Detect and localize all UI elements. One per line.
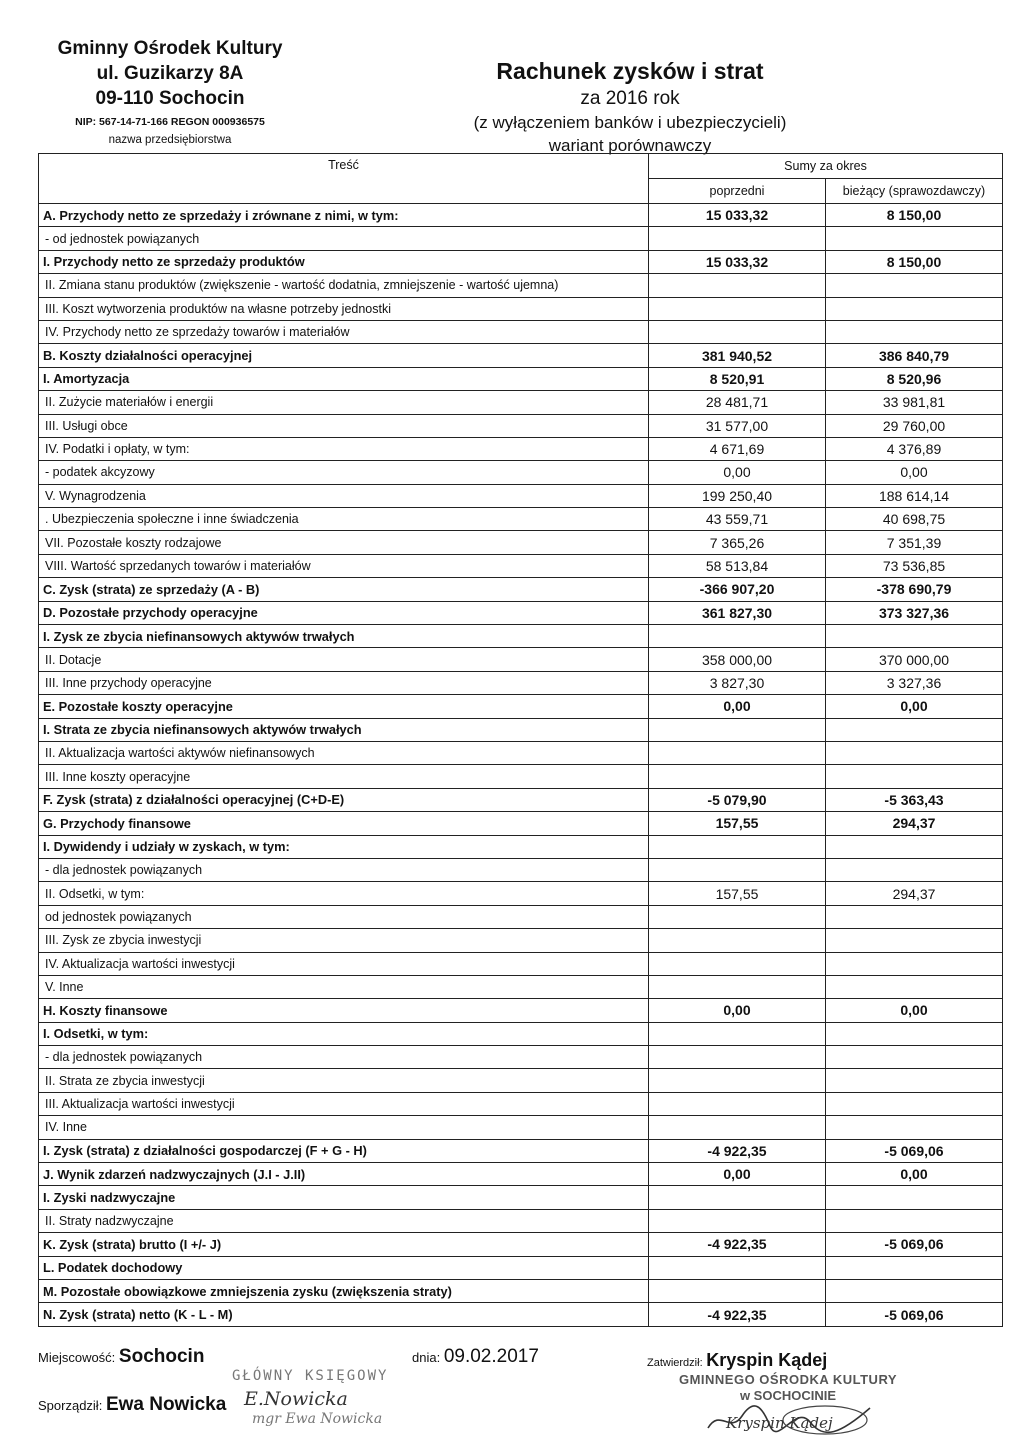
table-row	[39, 461, 1003, 484]
row-value-previous: 15 033,32	[649, 250, 826, 273]
row-label: D. Pozostałe przychody operacyjne	[39, 601, 649, 624]
row-label: I. Przychody netto ze sprzedaży produktów	[39, 250, 649, 273]
table-row	[39, 1256, 1003, 1279]
row-value-current: 386 840,79	[826, 344, 1003, 367]
income-statement-table	[38, 153, 1003, 1327]
row-value-previous	[649, 858, 826, 881]
row-value-previous: 0,00	[649, 1163, 826, 1186]
row-label: N. Zysk (strata) netto (K - L - M)	[39, 1303, 649, 1326]
row-value-previous	[649, 765, 826, 788]
prepared-label: Sporządził:	[38, 1398, 103, 1413]
row-value-current	[826, 1209, 1003, 1232]
row-value-previous: 199 250,40	[649, 484, 826, 507]
row-value-previous: 0,00	[649, 695, 826, 718]
table-row	[39, 882, 1003, 905]
row-value-previous: 43 559,71	[649, 508, 826, 531]
org-caption: nazwa przedsiębiorstwa	[108, 134, 232, 146]
row-value-previous: -4 922,35	[649, 1233, 826, 1256]
row-value-current	[826, 741, 1003, 764]
row-value-current: -5 069,06	[826, 1139, 1003, 1162]
row-value-current	[826, 1116, 1003, 1139]
row-value-previous: -366 907,20	[649, 578, 826, 601]
table-row	[39, 1022, 1003, 1045]
row-value-current	[826, 1092, 1003, 1115]
director-stamp-line-1: GMINNEGO OŚRODKA KULTURY	[678, 1372, 898, 1387]
row-value-current: -5 069,06	[826, 1233, 1003, 1256]
row-value-previous	[649, 227, 826, 250]
row-label: I. Dywidendy i udziały w zyskach, w tym:	[39, 835, 649, 858]
row-label: VIII. Wartość sprzedanych towarów i materiałów	[39, 554, 649, 577]
row-label: III. Inne koszty operacyjne	[39, 765, 649, 788]
row-label: od jednostek powiązanych	[39, 905, 649, 928]
row-label: II. Zmiana stanu produktów (zwiększenie - wartość dodatnia, zmniejszenie - wartość ujemna)	[39, 274, 649, 297]
row-value-current	[826, 1069, 1003, 1092]
row-value-previous: 381 940,52	[649, 344, 826, 367]
row-label: - od jednostek powiązanych	[39, 227, 649, 250]
row-value-current: 188 614,14	[826, 484, 1003, 507]
director-stamp-line-2: w SOCHOCINIE	[739, 1388, 837, 1403]
row-label: V. Inne	[39, 975, 649, 998]
row-value-current	[826, 297, 1003, 320]
table-row	[39, 975, 1003, 998]
row-value-current	[826, 1256, 1003, 1279]
row-value-current: 8 150,00	[826, 204, 1003, 227]
report-year: za 2016 rok	[580, 88, 680, 109]
row-label: II. Strata ze zbycia inwestycji	[39, 1069, 649, 1092]
table-row	[39, 1209, 1003, 1232]
row-value-current: 3 327,36	[826, 671, 1003, 694]
table-row	[39, 1092, 1003, 1115]
table-row	[39, 741, 1003, 764]
org-ids: NIP: 567-14-71-166 REGON 000936575	[75, 116, 265, 128]
row-label: E. Pozostałe koszty operacyjne	[39, 695, 649, 718]
table-row	[39, 1163, 1003, 1186]
table-row	[39, 625, 1003, 648]
organization-header	[20, 36, 320, 146]
row-label: IV. Przychody netto ze sprzedaży towarów i materiałów	[39, 320, 649, 343]
row-value-previous: 31 577,00	[649, 414, 826, 437]
row-label: II. Aktualizacja wartości aktywów niefinansowych	[39, 741, 649, 764]
row-value-previous: 58 513,84	[649, 554, 826, 577]
table-row	[39, 905, 1003, 928]
table-row	[39, 508, 1003, 531]
row-label: I. Zyski nadzwyczajne	[39, 1186, 649, 1209]
row-label: - dla jednostek powiązanych	[39, 858, 649, 881]
row-value-current: 33 981,81	[826, 391, 1003, 414]
row-label: III. Zysk ze zbycia inwestycji	[39, 929, 649, 952]
row-value-current: 29 760,00	[826, 414, 1003, 437]
table-row	[39, 671, 1003, 694]
row-label: III. Koszt wytworzenia produktów na własne potrzeby jednostki	[39, 297, 649, 320]
director-signature: Kryspin Kądej	[726, 1414, 833, 1432]
row-label: I. Zysk (strata) z działalności gospodarczej (F + G - H)	[39, 1139, 649, 1162]
date-field	[412, 1346, 539, 1368]
row-value-current	[826, 320, 1003, 343]
table-row	[39, 835, 1003, 858]
table-row	[39, 320, 1003, 343]
row-label: F. Zysk (strata) z działalności operacyjnej (C+D-E)	[39, 788, 649, 811]
row-value-previous: -5 079,90	[649, 788, 826, 811]
row-value-previous: 157,55	[649, 812, 826, 835]
row-label: III. Usługi obce	[39, 414, 649, 437]
table-row	[39, 227, 1003, 250]
row-label: I. Amortyzacja	[39, 367, 649, 390]
row-value-current	[826, 1279, 1003, 1302]
table-row	[39, 1186, 1003, 1209]
row-value-previous	[649, 1092, 826, 1115]
table-row	[39, 952, 1003, 975]
row-value-previous	[649, 1069, 826, 1092]
accountant-signature: E.Nowicka	[244, 1388, 348, 1410]
table-row	[39, 554, 1003, 577]
approved-field	[647, 1350, 827, 1371]
row-label: II. Dotacje	[39, 648, 649, 671]
row-value-previous	[649, 741, 826, 764]
accountant-stamp: GŁÓWNY KSIĘGOWY	[232, 1368, 389, 1384]
row-label: - dla jednostek powiązanych	[39, 1046, 649, 1069]
place-field	[38, 1346, 204, 1368]
row-value-previous	[649, 835, 826, 858]
header-sums: Sumy za okres	[649, 154, 1003, 179]
row-value-current	[826, 718, 1003, 741]
row-value-current	[826, 1046, 1003, 1069]
row-value-previous	[649, 1186, 826, 1209]
table-row	[39, 929, 1003, 952]
table-row	[39, 812, 1003, 835]
header-current: bieżący (sprawozdawczy)	[826, 179, 1003, 204]
row-value-previous: 4 671,69	[649, 437, 826, 460]
date-label: dnia:	[412, 1350, 441, 1365]
row-value-previous	[649, 297, 826, 320]
row-value-previous: 157,55	[649, 882, 826, 905]
row-label: - podatek akcyzowy	[39, 461, 649, 484]
table-row	[39, 999, 1003, 1022]
row-value-current: 0,00	[826, 999, 1003, 1022]
table-row	[39, 765, 1003, 788]
row-value-current	[826, 905, 1003, 928]
row-value-current: 73 536,85	[826, 554, 1003, 577]
row-value-previous: 15 033,32	[649, 204, 826, 227]
accountant-stamp-name: mgr Ewa Nowicka	[252, 1411, 383, 1427]
row-value-current: 294,37	[826, 812, 1003, 835]
table-row	[39, 531, 1003, 554]
row-label: I. Zysk ze zbycia niefinansowych aktywów trwałych	[39, 625, 649, 648]
row-value-current	[826, 975, 1003, 998]
row-value-current	[826, 858, 1003, 881]
org-name: Gminny Ośrodek Kultury	[57, 38, 283, 59]
table-row	[39, 858, 1003, 881]
row-label: III. Aktualizacja wartości inwestycji	[39, 1092, 649, 1115]
table-row	[39, 484, 1003, 507]
row-value-current: 0,00	[826, 461, 1003, 484]
row-value-previous: 7 365,26	[649, 531, 826, 554]
row-value-current	[826, 274, 1003, 297]
approved-label: Zatwierdził:	[647, 1357, 703, 1369]
row-label: IV. Aktualizacja wartości inwestycji	[39, 952, 649, 975]
row-value-previous	[649, 320, 826, 343]
row-value-current	[826, 952, 1003, 975]
row-value-current	[826, 1186, 1003, 1209]
table-row	[39, 1116, 1003, 1139]
table-row	[39, 1069, 1003, 1092]
table-row	[39, 250, 1003, 273]
row-value-current: -378 690,79	[826, 578, 1003, 601]
row-value-current: 40 698,75	[826, 508, 1003, 531]
table-row	[39, 391, 1003, 414]
place-label: Miejscowość:	[38, 1350, 116, 1365]
approved-value: Kryspin Kądej	[706, 1350, 828, 1370]
org-city: 09-110 Sochocin	[95, 88, 245, 109]
row-value-previous	[649, 1022, 826, 1045]
table-row	[39, 1279, 1003, 1302]
prepared-field	[38, 1394, 226, 1416]
table-row	[39, 578, 1003, 601]
row-label: K. Zysk (strata) brutto (I +/- J)	[39, 1233, 649, 1256]
row-value-previous: -4 922,35	[649, 1303, 826, 1326]
row-value-current: 370 000,00	[826, 648, 1003, 671]
row-value-current	[826, 227, 1003, 250]
row-value-current	[826, 835, 1003, 858]
row-value-previous: 358 000,00	[649, 648, 826, 671]
row-value-previous	[649, 975, 826, 998]
table-row	[39, 1233, 1003, 1256]
row-value-previous	[649, 274, 826, 297]
row-value-current: 294,37	[826, 882, 1003, 905]
table-row	[39, 718, 1003, 741]
row-label: II. Odsetki, w tym:	[39, 882, 649, 905]
row-value-current	[826, 929, 1003, 952]
row-label: VII. Pozostałe koszty rodzajowe	[39, 531, 649, 554]
table-row	[39, 1046, 1003, 1069]
row-label: III. Inne przychody operacyjne	[39, 671, 649, 694]
table-row	[39, 437, 1003, 460]
row-label: G. Przychody finansowe	[39, 812, 649, 835]
row-value-previous: 361 827,30	[649, 601, 826, 624]
row-label: I. Strata ze zbycia niefinansowych aktywów trwałych	[39, 718, 649, 741]
row-label: L. Podatek dochodowy	[39, 1256, 649, 1279]
row-value-previous: 0,00	[649, 461, 826, 484]
table-row	[39, 204, 1003, 227]
prepared-value: Ewa Nowicka	[105, 1394, 227, 1415]
row-label: . Ubezpieczenia społeczne i inne świadczenia	[39, 508, 649, 531]
row-value-previous	[649, 625, 826, 648]
row-label: II. Zużycie materiałów i energii	[39, 391, 649, 414]
table-row	[39, 648, 1003, 671]
row-value-current	[826, 625, 1003, 648]
table-row	[39, 1139, 1003, 1162]
row-label: I. Odsetki, w tym:	[39, 1022, 649, 1045]
row-label: IV. Podatki i opłaty, w tym:	[39, 437, 649, 460]
row-value-previous: 8 520,91	[649, 367, 826, 390]
row-label: A. Przychody netto ze sprzedaży i zrównane z nimi, w tym:	[39, 204, 649, 227]
row-value-current: -5 069,06	[826, 1303, 1003, 1326]
table-row	[39, 297, 1003, 320]
row-value-current: 0,00	[826, 1163, 1003, 1186]
row-value-previous: 3 827,30	[649, 671, 826, 694]
report-note-1: (z wyłączeniem banków i ubezpieczycieli)	[473, 113, 787, 132]
row-label: M. Pozostałe obowiązkowe zmniejszenia zysku (zwiększenia straty)	[39, 1279, 649, 1302]
header-previous: poprzedni	[649, 179, 826, 204]
row-label: C. Zysk (strata) ze sprzedaży (A - B)	[39, 578, 649, 601]
table-row	[39, 601, 1003, 624]
row-value-current: 373 327,36	[826, 601, 1003, 624]
row-label: H. Koszty finansowe	[39, 999, 649, 1022]
row-value-current: 8 520,96	[826, 367, 1003, 390]
row-value-current	[826, 765, 1003, 788]
row-value-previous: -4 922,35	[649, 1139, 826, 1162]
row-value-previous: 0,00	[649, 999, 826, 1022]
row-value-current	[826, 1022, 1003, 1045]
row-value-previous	[649, 929, 826, 952]
report-title: Rachunek zysków i strat	[496, 58, 764, 84]
row-label: IV. Inne	[39, 1116, 649, 1139]
table-row	[39, 695, 1003, 718]
row-value-previous	[649, 718, 826, 741]
row-value-current: 8 150,00	[826, 250, 1003, 273]
row-value-previous	[649, 1046, 826, 1069]
row-value-current: 4 376,89	[826, 437, 1003, 460]
report-note-2: wariant porównawczy	[548, 136, 712, 155]
table-row	[39, 274, 1003, 297]
header-content: Treść	[39, 154, 649, 204]
row-label: II. Straty nadzwyczajne	[39, 1209, 649, 1232]
table-row	[39, 788, 1003, 811]
row-value-previous	[649, 1116, 826, 1139]
row-value-previous	[649, 1209, 826, 1232]
row-value-current: -5 363,43	[826, 788, 1003, 811]
org-street: ul. Guzikarzy 8A	[96, 63, 244, 84]
place-value: Sochocin	[118, 1346, 205, 1367]
date-value: 09.02.2017	[443, 1346, 539, 1367]
report-header	[440, 56, 820, 157]
row-value-previous	[649, 905, 826, 928]
table-row	[39, 414, 1003, 437]
row-value-previous: 28 481,71	[649, 391, 826, 414]
table-row	[39, 1303, 1003, 1326]
table-row	[39, 344, 1003, 367]
table-row	[39, 367, 1003, 390]
row-label: J. Wynik zdarzeń nadzwyczajnych (J.I - J.II)	[39, 1163, 649, 1186]
row-value-current: 0,00	[826, 695, 1003, 718]
row-value-current: 7 351,39	[826, 531, 1003, 554]
row-value-previous	[649, 952, 826, 975]
row-label: V. Wynagrodzenia	[39, 484, 649, 507]
row-value-previous	[649, 1256, 826, 1279]
row-value-previous	[649, 1279, 826, 1302]
row-label: B. Koszty działalności operacyjnej	[39, 344, 649, 367]
